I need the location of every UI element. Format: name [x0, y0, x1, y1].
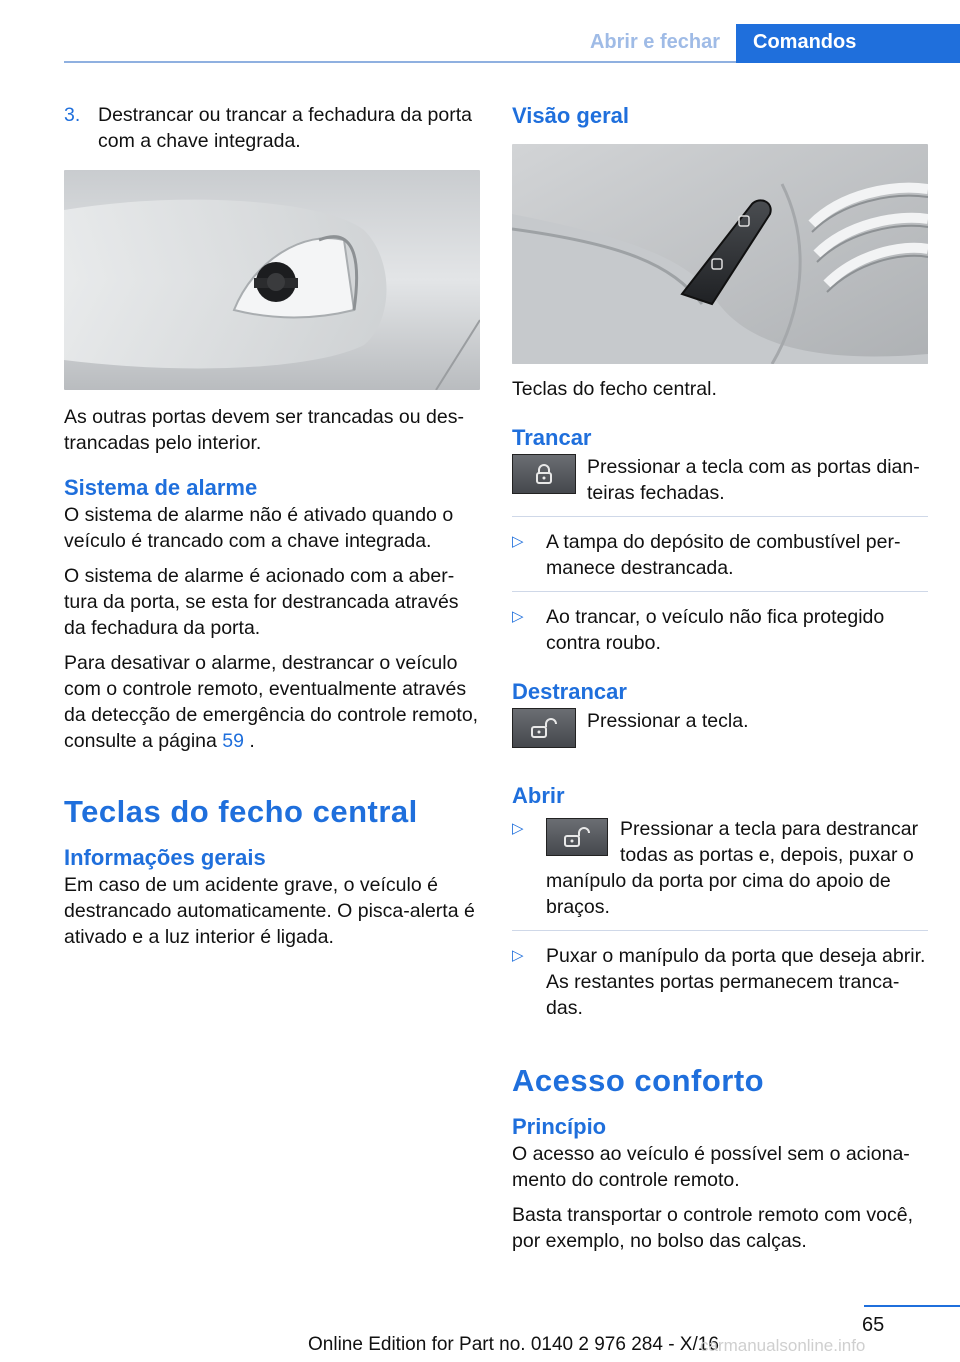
- unlock-key-icon: [512, 708, 576, 748]
- alarm-paragraph-3-end: .: [244, 730, 255, 752]
- door-lock-photo: [64, 170, 480, 390]
- header-section-tab[interactable]: Abrir e fechar: [589, 31, 720, 53]
- heading-alarm-system: Sistema de alarme: [64, 475, 258, 500]
- open-bullet-1: [512, 816, 928, 920]
- bullet-triangle-icon: ▷: [512, 947, 524, 964]
- open-bullet-1-text: Pressionar a tecla para destrancar todas as portas e, depois, puxar o manípulo da porta por cima do apoio de braços.: [546, 818, 919, 918]
- right-column: [512, 102, 928, 1254]
- bullet-triangle-icon: ▷: [512, 820, 524, 837]
- alarm-paragraph-3-text: Para desativar o alarme, destrancar o veículo com o controle remoto, eventualmente através da detecção de emergência do controle remoto, consulte a página: [64, 652, 479, 752]
- page-number: 65: [862, 1314, 885, 1336]
- heading-lock: Trancar: [512, 425, 592, 450]
- open-bullet-2-text: Puxar o manípulo da porta que deseja abrir. As restantes portas permanecem trancadas.: [546, 945, 926, 1019]
- alarm-paragraph-1: O sistema de alarme não é ativado quando o veículo é trancado com a chave integrada.: [64, 504, 454, 552]
- unlock-key-icon: [546, 818, 608, 856]
- watermark: carmanualsonline.info: [700, 1336, 866, 1355]
- heading-open: Abrir: [512, 783, 565, 808]
- principle-paragraph-2: Basta transportar o controle remoto com você, por exemplo, no bolso das calças.: [512, 1204, 914, 1252]
- alarm-paragraph-3: [64, 650, 480, 754]
- principle-paragraph-1: O acesso ao veículo é possível sem o acionamento do controle remoto.: [512, 1143, 910, 1191]
- bullet-triangle-icon: ▷: [512, 608, 524, 625]
- unlock-text: Pressionar a tecla.: [587, 710, 749, 732]
- heading-principle: Princípio: [512, 1114, 607, 1139]
- alarm-paragraph-2: O sistema de alarme é acionado com a abertura da porta, se esta for destrancada através da fechadura da porta.: [64, 565, 459, 639]
- divider: [512, 516, 928, 517]
- heading-overview: Visão geral: [512, 103, 629, 128]
- divider: [512, 591, 928, 592]
- lock-bullet-2: [512, 604, 928, 656]
- header-chapter-tab[interactable]: Comandos: [736, 24, 960, 63]
- unlock-instruction: [512, 708, 928, 748]
- bullet-triangle-icon: ▷: [512, 533, 524, 550]
- heading-central-locking-buttons: Teclas do fecho central: [64, 794, 418, 829]
- divider: [512, 930, 928, 931]
- left-column: [64, 102, 480, 950]
- heading-general-info: Informações gerais: [64, 845, 266, 870]
- page-reference-link[interactable]: 59: [222, 730, 244, 752]
- heading-unlock: Destrancar: [512, 679, 627, 704]
- lock-bullet-2-text: Ao trancar, o veículo não fica protegido contra roubo.: [546, 606, 885, 654]
- footer-rule: [864, 1305, 960, 1307]
- paragraph-other-doors: As outras portas devem ser trancadas ou destrancadas pelo interior.: [64, 406, 464, 454]
- open-bullet-2: [512, 943, 928, 1021]
- lock-bullet-1-text: A tampa do depósito de combustível permanece destrancada.: [546, 531, 901, 579]
- lock-key-icon: [512, 454, 576, 494]
- lock-text: Pressionar a tecla com as portas dianteiras fechadas.: [587, 456, 920, 504]
- open-bullet-1-body: [546, 816, 928, 920]
- central-locking-photo: [512, 144, 928, 364]
- lock-bullet-1: [512, 529, 928, 581]
- overview-caption: Teclas do fecho central.: [512, 378, 717, 400]
- edition-note: Online Edition for Part no. 0140 2 976 284 - X/16: [308, 1334, 719, 1355]
- lock-instruction: [512, 454, 928, 506]
- heading-comfort-access: Acesso conforto: [512, 1063, 765, 1098]
- step-text: Destrancar ou trancar a fechadura da porta com a chave integrada.: [98, 104, 472, 152]
- info-paragraph: Em caso de um acidente grave, o veículo é destrancado automaticamente. O pisca-alerta é ativado e a luz interior é ligada.: [64, 874, 475, 948]
- step-number: 3.: [64, 104, 81, 126]
- step-3: [64, 102, 480, 154]
